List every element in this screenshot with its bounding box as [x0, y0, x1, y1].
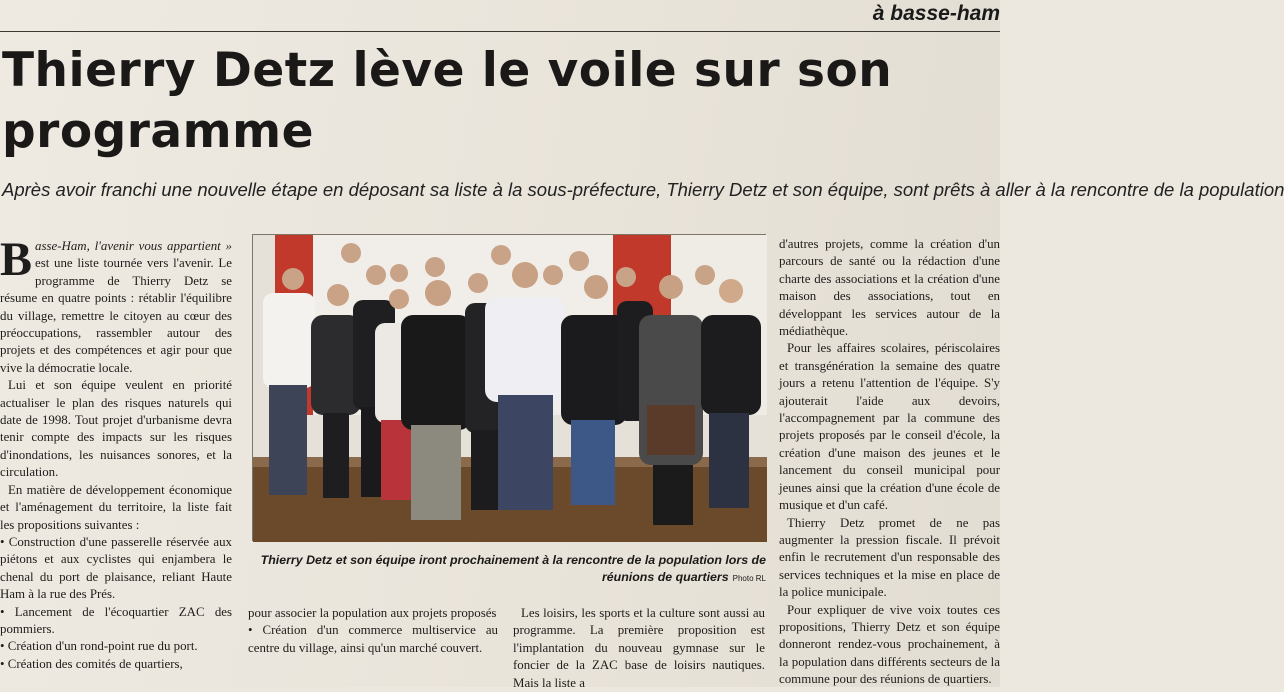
article-column-1: [0, 233, 232, 687]
article-deck: Après avoir franchi une nouvelle étape en déposant sa liste à la sous-préfecture, Thierry Detz et son équipe, sont prêts à aller à la rencontre de la population: [2, 179, 1284, 200]
photo-credit: Photo RL: [732, 574, 766, 583]
paragraph-developpement: En matière de développement économique et l'aménagement du territoire, la liste fait les propositions suivantes :: [0, 482, 232, 532]
lead-text: est une liste tournée vers l'avenir. Le programme de Thierry Detz se résume en quatre points : rétablir l'équilibre du village, remettre le citoyen au cœur des préoccupations, rassembler autour des projets et des compétences et agir pour que vive la démocratie locale.: [0, 256, 232, 375]
team-photo-illustration: [253, 235, 767, 542]
article-column-2: [248, 605, 498, 687]
article-column-4: [779, 236, 1000, 687]
article-headline: Thierry Detz lève le voile sur son programme: [2, 43, 893, 159]
header-rule: [0, 31, 1000, 32]
paragraph-loisirs: Les loisirs, les sports et la culture sont aussi au programme. La première proposition est l'implantation du nouveau gymnase sur le foncier de la ZAC base de loisirs nautiques. Mais la liste a: [513, 606, 765, 690]
photo-caption: [252, 552, 766, 587]
paragraph-risques: Lui et son équipe veulent en priorité actualiser le plan des risques naturels qui date de 1998. Tout projet d'urbanisme devra tenir compte des impacts sur les risques d'inondations, les nuisances sonores, et la circulation.: [0, 378, 232, 480]
bullet-ecoquartier: • Lancement de l'écoquartier ZAC des pommiers.: [0, 604, 232, 636]
paragraph-scolaires: Pour les affaires scolaires, périscolaires et transgénération la semaine des quatre jours a retenu l'attention de l'équipe. S'y ajouterait l'aide aux devoirs, l'accompagnement par la commune des projets proposés par le conseil d'école, la création d'une maison des jeunes et le lancement du conseil municipal pour jeunes ainsi que la création d'une école de musique et d'un café.: [779, 341, 1000, 513]
paragraph-projets: d'autres projets, comme la création d'un parcours de santé ou la rédaction d'une charte des associations et la création d'une maison des associations, tout en développant les services autour de la médiathèque.: [779, 237, 1000, 339]
bullet-rond-point: • Création d'un rond-point rue du port.: [0, 639, 198, 654]
bullet-commerce: • Création d'un commerce multiservice au centre du village, ainsi qu'un marché couvert.: [248, 623, 498, 655]
drop-cap: B: [0, 233, 33, 286]
paragraph-associer: pour associer la population aux projets proposés: [248, 606, 497, 620]
paragraph-reunions: Pour expliquer de vive voix toutes ces propositions, Thierry Detz et son équipe donneront rendez-vous prochainement, à la population dans différents secteurs de la commune pour des réunions de quartiers.: [779, 602, 1000, 687]
paragraph-fiscalite: Thierry Detz promet de ne pas augmenter la pression fiscale. Il prévoit enfin le recrutement d'un responsable des services techniques et la mise en place de la police municipale.: [779, 515, 1000, 600]
team-photo: [252, 234, 766, 541]
section-label: à basse-ham: [872, 2, 1000, 25]
caption-text: Thierry Detz et son équipe iront prochainement à la rencontre de la population lors de réunions de quartiers: [260, 553, 766, 584]
bullet-passerelle: • Construction d'une passerelle réservée aux piétons et aux cyclistes qui enjambera le chenal du port de plaisance, reliant Haute Ham à la rue des Prés.: [0, 534, 232, 602]
bullet-comites: • Création des comités de quartiers,: [0, 656, 183, 671]
article-column-3: [513, 605, 765, 690]
lead-italic: asse-Ham, l'avenir vous appartient »: [35, 239, 232, 253]
lead-paragraph: [0, 233, 232, 377]
